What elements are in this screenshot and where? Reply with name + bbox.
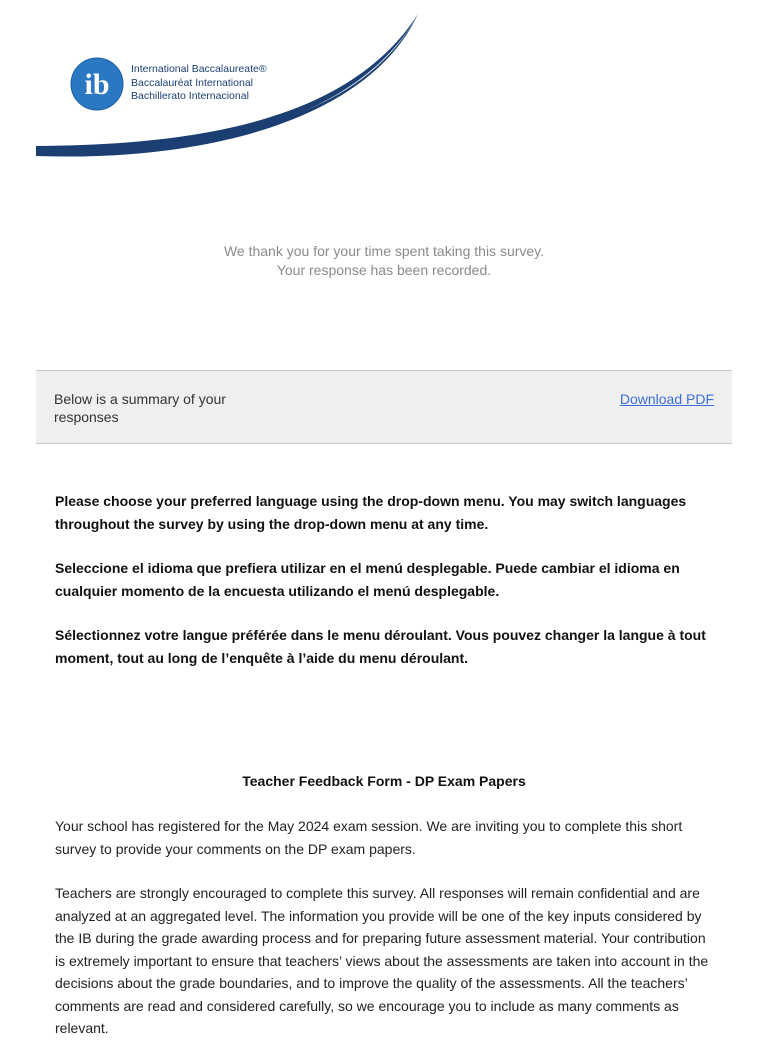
- form-intro-paragraph: Your school has registered for the May 2024 exam session. We are inviting you to complete this short survey to provide your comments on the DP exam papers.: [55, 818, 683, 857]
- language-instructions: [55, 490, 715, 691]
- summary-bar: [36, 370, 732, 444]
- download-pdf-link[interactable]: Download PDF: [619, 391, 714, 407]
- thank-you-message: [0, 242, 768, 280]
- form-title: Teacher Feedback Form - DP Exam Papers: [242, 773, 526, 789]
- thank-you-line-2: Your response has been recorded.: [276, 262, 492, 278]
- ib-logo-icon: [70, 57, 124, 111]
- form-details-paragraph: Teachers are strongly encouraged to complete this survey. All responses will remain confidential and are analyzed at an aggregated level. The information you provide will be one of the key inputs considered by the IB during the grade awarding process and for preparing future assessment material. Your contribution is extremely important to ensure that teachers’ views about the assessments are taken into account in the decisions about the grade boundaries, and to improve the quality of the assessments. All the teachers’ comments are read and considered carefully, so we encourage you to include as many comments as relevant.: [55, 885, 709, 1036]
- language-instruction-en: Please choose your preferred language using the drop-down menu. You may switch languages throughout the survey by using the drop-down menu at any time.: [55, 493, 687, 532]
- summary-text: Below is a summary of your responses: [54, 391, 226, 425]
- language-instruction-es: Seleccione el idioma que prefiera utilizar en el menú desplegable. Puede cambiar el idioma en cualquier momento de la encuesta utilizando el menú desplegable.: [55, 560, 680, 599]
- svg-text:ib: ib: [84, 68, 110, 101]
- header: [0, 0, 768, 170]
- language-instruction-fr: Sélectionnez votre langue préférée dans le menu déroulant. Vous pouvez changer la langue à tout moment, tout au long de l’enquête à l’aide du menu déroulant.: [55, 627, 706, 666]
- logo-line-en: International Baccalaureate®: [131, 63, 267, 75]
- logo-line-es: Bachillerato Internacional: [131, 90, 249, 102]
- logo-line-fr: Baccalauréat International: [131, 76, 253, 89]
- thank-you-line-1: We thank you for your time spent taking this survey.: [223, 243, 545, 259]
- logo-wordmark: [131, 63, 267, 104]
